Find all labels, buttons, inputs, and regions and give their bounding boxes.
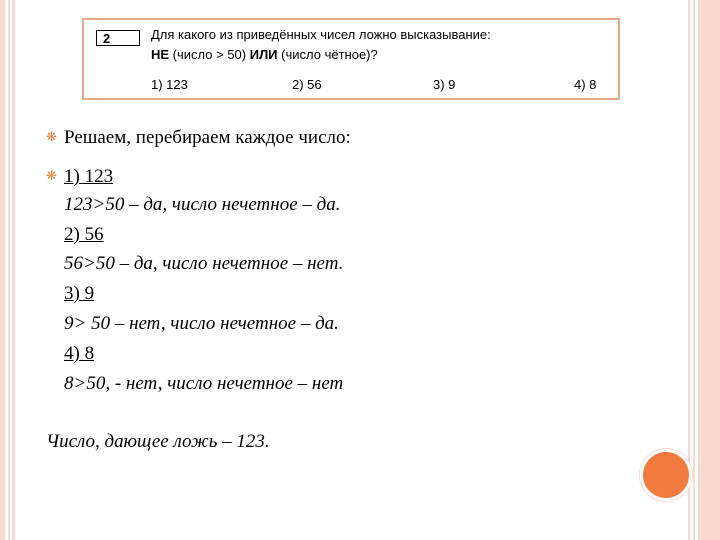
item-text: 123>50 – да, число нечетное – да. bbox=[64, 194, 341, 215]
decor-circle bbox=[640, 449, 692, 501]
task-option: 3) 9 bbox=[433, 77, 456, 92]
task-number: 2 bbox=[96, 30, 140, 46]
task-question-line2 bbox=[151, 47, 378, 62]
task-question-line1: Для какого из приведённых чисел ложно высказывание: bbox=[151, 27, 491, 42]
task-option: 1) 123 bbox=[151, 77, 188, 92]
bullet-icon: ❋ bbox=[46, 129, 57, 144]
task-option: 4) 8 bbox=[574, 77, 597, 92]
conclusion-text: Число, дающее ложь – 123. bbox=[46, 431, 270, 452]
item-text: 56>50 – да, число нечетное – нет. bbox=[64, 253, 344, 274]
task-ili: ИЛИ bbox=[249, 47, 278, 62]
item-text: 8>50, - нет, число нечетное – нет bbox=[64, 373, 344, 394]
task-box bbox=[82, 18, 620, 100]
task-condition1: (число > 50) bbox=[169, 47, 250, 62]
task-option: 2) 56 bbox=[292, 77, 322, 92]
item-label: 4) 8 bbox=[64, 343, 95, 364]
left-decor-stripe bbox=[0, 0, 5, 540]
item-text: 9> 50 – нет, число нечетное – да. bbox=[64, 313, 339, 334]
item-label: 1) 123 bbox=[64, 166, 114, 187]
item-label: 3) 9 bbox=[64, 283, 95, 304]
item-label: 2) 56 bbox=[64, 224, 104, 245]
task-condition2: (число чётное)? bbox=[277, 47, 378, 62]
left-decor-stripe bbox=[8, 0, 10, 540]
right-decor-stripe bbox=[698, 0, 720, 540]
left-decor-stripe bbox=[12, 0, 15, 540]
right-decor-stripe bbox=[688, 0, 690, 540]
task-ne: НЕ bbox=[151, 47, 170, 62]
intro-text: Решаем, перебираем каждое число: bbox=[64, 127, 351, 148]
bullet-icon: ❋ bbox=[46, 168, 57, 183]
right-decor-stripe bbox=[693, 0, 695, 540]
